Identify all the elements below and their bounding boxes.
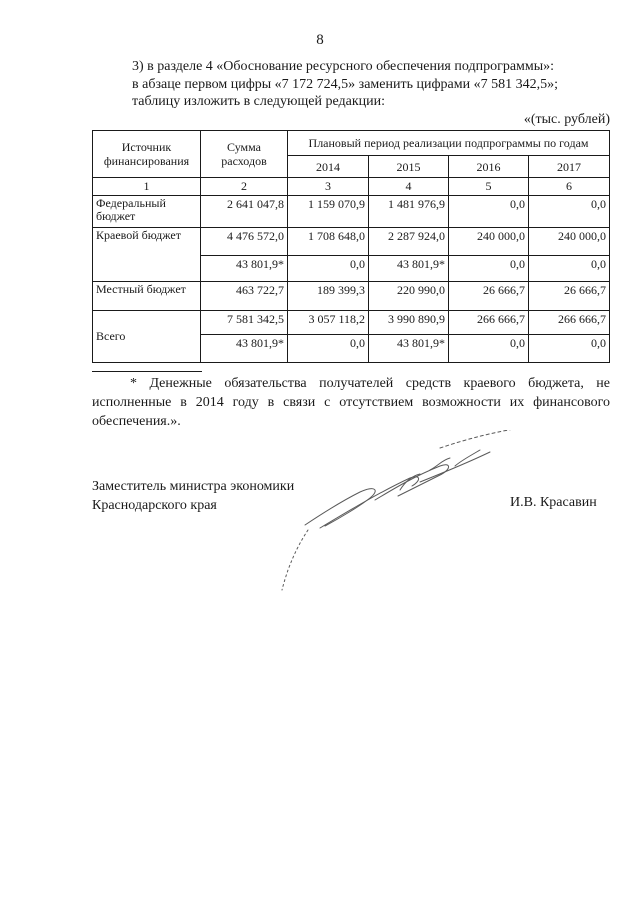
column-number: 4: [369, 178, 449, 196]
signatory-position-line-2: Краснодарского края: [92, 498, 217, 513]
header-source: Источник финансирования: [93, 131, 201, 178]
signatory-position: [92, 477, 294, 515]
footnote-divider: [92, 371, 202, 372]
footnote-text: * Денежные обязательства получателей средств краевого бюджета, не исполненные в 2014 году в связи с отсутствием возможности их финансового обеспечения.».: [92, 376, 610, 429]
handwritten-signature: [280, 430, 530, 600]
table-cell: 43 801,9*: [201, 335, 288, 363]
intro-text: [132, 58, 612, 111]
table-cell: 43 801,9*: [201, 256, 288, 282]
table-cell: 240 000,0: [449, 228, 529, 256]
table-cell: 0,0: [449, 256, 529, 282]
header-year: 2015: [369, 156, 449, 178]
table-cell: 240 000,0: [529, 228, 610, 256]
column-number: 5: [449, 178, 529, 196]
table-cell: 463 722,7: [201, 282, 288, 311]
header-total: Сумма расходов: [201, 131, 288, 178]
table-cell: 26 666,7: [449, 282, 529, 311]
table-cell: 43 801,9*: [369, 256, 449, 282]
signatory-name: И.В. Красавин: [510, 495, 597, 510]
column-numbers-row: [93, 178, 610, 196]
table-cell: 0,0: [449, 196, 529, 228]
header-row: [93, 131, 610, 156]
intro-line-3: таблицу изложить в следующей редакции:: [132, 94, 386, 109]
table-cell: 0,0: [449, 335, 529, 363]
row-label: Местный бюджет: [93, 282, 201, 311]
signatory-position-line-1: Заместитель министра экономики: [92, 479, 295, 494]
table-cell: 2 641 047,8: [201, 196, 288, 228]
column-number: 3: [288, 178, 369, 196]
column-number: 6: [529, 178, 610, 196]
table-cell: 266 666,7: [529, 311, 610, 335]
table-cell: 0,0: [529, 256, 610, 282]
column-number: 1: [93, 178, 201, 196]
table-cell: 220 990,0: [369, 282, 449, 311]
intro-line-1: 3) в разделе 4 «Обоснование ресурсного обеспечения подпрограммы»:: [132, 59, 555, 74]
header-period: Плановый период реализации подпрограммы по годам: [288, 131, 610, 156]
header-year: 2017: [529, 156, 610, 178]
table-row-regional: [93, 228, 610, 256]
column-number: 2: [201, 178, 288, 196]
table-cell: 0,0: [288, 256, 369, 282]
table-row-local: [93, 282, 610, 311]
table-row-federal: [93, 196, 610, 228]
budget-table: [92, 130, 610, 363]
page-number: 8: [316, 32, 324, 48]
row-label: Всего: [93, 311, 201, 363]
unit-label: «(тыс. рублей): [523, 112, 610, 127]
table-cell: 1 708 648,0: [288, 228, 369, 256]
intro-line-2: в абзаце первом цифры «7 172 724,5» заменить цифрами «7 581 342,5»;: [132, 76, 558, 92]
table-cell: 1 481 976,9: [369, 196, 449, 228]
table-cell: 26 666,7: [529, 282, 610, 311]
table-row-total: [93, 311, 610, 335]
table-cell: 0,0: [529, 196, 610, 228]
table-cell: 0,0: [288, 335, 369, 363]
table-cell: 0,0: [529, 335, 610, 363]
table-cell: 43 801,9*: [369, 335, 449, 363]
table-cell: 4 476 572,0: [201, 228, 288, 256]
table-cell: 266 666,7: [449, 311, 529, 335]
table-cell: 2 287 924,0: [369, 228, 449, 256]
table-cell: 7 581 342,5: [201, 311, 288, 335]
header-year: 2016: [449, 156, 529, 178]
table-cell: 189 399,3: [288, 282, 369, 311]
row-label: Федеральный бюджет: [93, 196, 201, 228]
row-label: Краевой бюджет: [93, 228, 201, 282]
header-year: 2014: [288, 156, 369, 178]
table-cell: 3 057 118,2: [288, 311, 369, 335]
table-cell: 3 990 890,9: [369, 311, 449, 335]
table-cell: 1 159 070,9: [288, 196, 369, 228]
